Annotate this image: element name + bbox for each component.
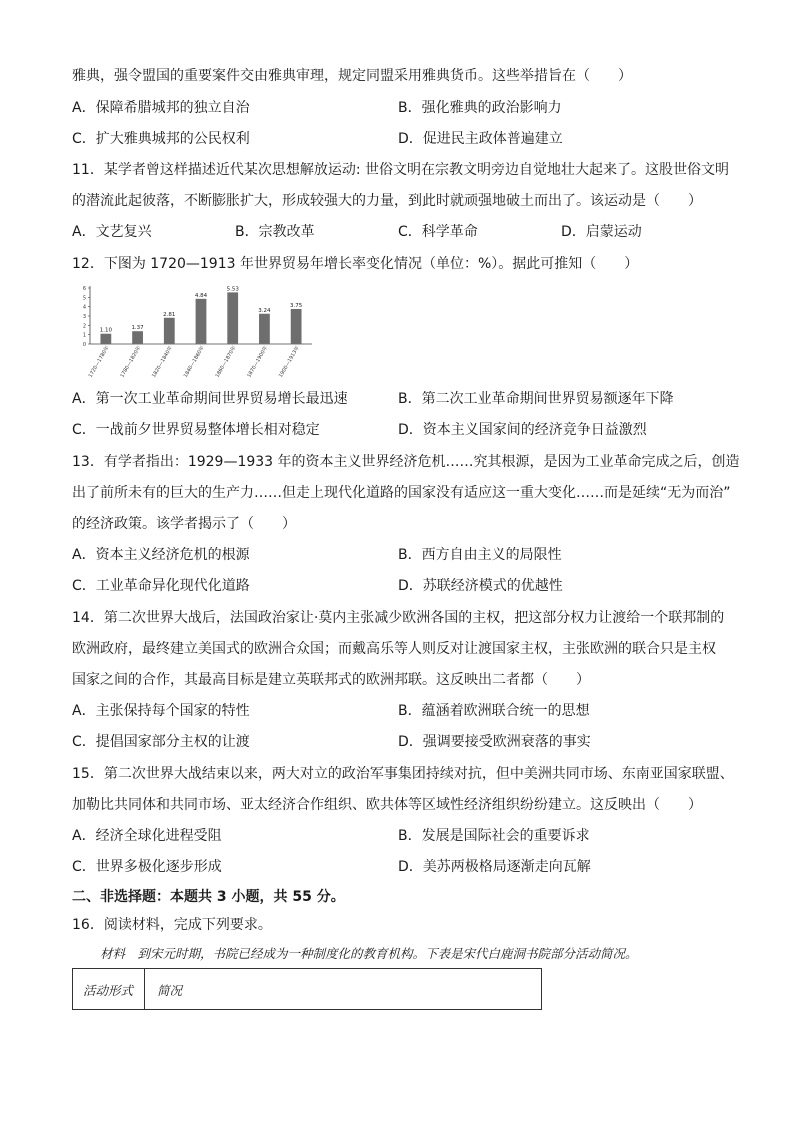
- q15-option-c: C．世界多极化逐步形成: [72, 859, 222, 875]
- section-heading: 二、非选择题：本题共 3 小题，共 55 分。: [72, 889, 345, 905]
- chart-category-label: 1840—1860年: [182, 345, 206, 379]
- q13-option-c: C．工业革命异化现代化道路: [72, 578, 250, 594]
- chart-category-label: 1900—1913年: [277, 345, 301, 379]
- q14-option-b: B．蕴涵着欧洲联合统一的思想: [398, 703, 590, 719]
- q13-option-d: D．苏联经济模式的优越性: [398, 578, 563, 594]
- q14-option-c: C．提倡国家部分主权的让渡: [72, 734, 250, 750]
- trade-growth-chart: [70, 282, 320, 382]
- chart-value-label: 2.81: [163, 311, 176, 318]
- chart-value-label: 3.24: [258, 307, 271, 314]
- chart-category-label: 1860—1870年: [214, 345, 238, 379]
- q14-option-d: D．强调要接受欧洲衰落的事实: [398, 734, 591, 750]
- q12-stem: 12．下图为 1720—1913 年世界贸易年增长率变化情况（单位：%）。据此可推知（ ）: [72, 256, 639, 272]
- chart-bar: [164, 318, 175, 344]
- q13-option-a: A．资本主义经济危机的根源: [72, 547, 250, 563]
- q12-option-b: B．第二次工业革命期间世界贸易额逐年下降: [398, 391, 674, 407]
- q14-stem-line1: 14．第二次世界大战后，法国政治家让·莫内主张减少欧洲各国的主权，把这部分权力让渡给一个联邦制的: [72, 610, 725, 626]
- q12-option-c: C．一战前夕世界贸易整体增长相对稳定: [72, 422, 320, 438]
- chart-value-label: 4.84: [194, 292, 208, 299]
- chart-category-label: 1870—1900年: [246, 345, 270, 379]
- chart-category-label: 1720—1780年: [87, 345, 111, 379]
- chart-bar: [227, 292, 238, 344]
- chart-y-tick-label: 4: [82, 304, 86, 311]
- chart-value-label: 5.53: [226, 286, 239, 293]
- chart-category-label: 1780—1820年: [119, 345, 143, 379]
- q15-option-a: A．经济全球化进程受阻: [72, 828, 222, 844]
- q15-stem-line2: 加勒比共同体和共同市场、亚太经济合作组织、欧共体等区域性经济组织纷纷建立。这反映出（ ）: [72, 797, 702, 813]
- chart-y-tick-label: 6: [82, 286, 86, 292]
- q14-option-a: A．主张保持每个国家的特性: [72, 703, 250, 719]
- q11-option-c: C．科学革命: [398, 224, 478, 240]
- q12-option-a: A．第一次工业革命期间世界贸易增长最迅速: [72, 391, 348, 407]
- chart-bar: [196, 299, 207, 344]
- table-header-summary: 简况: [157, 983, 183, 998]
- chart-bar: [132, 331, 143, 344]
- chart-value-label: 1.10: [99, 327, 112, 334]
- table-header-form: 活动形式: [83, 983, 134, 998]
- q10-option-a: A．保障希腊城邦的独立自治: [72, 100, 250, 116]
- chart-y-tick-label: 0: [82, 342, 86, 348]
- chart-y-tick-label: 3: [82, 314, 86, 320]
- q10-option-c: C．扩大雅典城邦的公民权利: [72, 131, 250, 147]
- q13-stem-line2: 出了前所未有的巨大的生产力……但走上现代化道路的国家没有适应这一重大变化……而是延续“无为而治”: [72, 485, 731, 501]
- q13-option-b: B．西方自由主义的局限性: [398, 547, 562, 563]
- q12-option-d: D．资本主义国家间的经济竞争日益激烈: [398, 422, 647, 438]
- q11-option-d: D．启蒙运动: [561, 224, 642, 240]
- chart-bars: [87, 286, 303, 378]
- chart-y-tick-label: 5: [82, 295, 86, 302]
- chart-bar: [100, 334, 111, 344]
- q14-stem-line3: 国家之间的合作，其最高目标是建立英联邦式的欧洲邦联。这反映出二者都（ ）: [72, 672, 590, 688]
- chart-bar: [291, 309, 302, 344]
- chart-y-tick-label: 1: [82, 332, 86, 339]
- q16-stem: 16．阅读材料，完成下列要求。: [72, 917, 272, 933]
- q13-stem-line1: 13．有学者指出：1929—1933 年的资本主义世界经济危机……究其根源，是因为工业革命完成之后，创造: [72, 454, 740, 470]
- chart-category-label: 1820—1840年: [151, 345, 175, 379]
- q15-option-b: B．发展是国际社会的重要诉求: [398, 828, 590, 844]
- material-text: 材料 到宋元时期，书院已经成为一种制度化的教育机构。下表是宋代白鹿洞书院部分活动简况。: [100, 946, 638, 961]
- q15-stem-line1: 15．第二次世界大战结束以来，两大对立的政治军事集团持续对抗，但中美洲共同市场、东南亚国家联盟、: [72, 766, 734, 782]
- q15-option-d: D．美苏两极格局逐渐走向瓦解: [398, 859, 591, 875]
- chart-value-label: 1.37: [131, 325, 144, 332]
- q11-stem-line2: 的潜流此起彼落，不断膨胀扩大，形成较强大的力量，到此时就顽强地破土而出了。该运动是（ ）: [72, 193, 702, 209]
- chart-bar: [259, 314, 270, 344]
- q13-stem-line3: 的经济政策。该学者揭示了（ ）: [72, 516, 296, 532]
- q14-stem-line2: 欧洲政府，最终建立美国式的欧洲合众国；而戴高乐等人则反对让渡国家主权，主张欧洲的联合只是主权: [72, 641, 716, 657]
- chart-value-label: 3.75: [290, 303, 303, 309]
- activity-table: [72, 968, 542, 1010]
- q11-option-b: B．宗教改革: [235, 224, 315, 240]
- q11-option-a: A．文艺复兴: [72, 224, 152, 240]
- q10-option-d: D．促进民主政体普遍建立: [398, 131, 563, 147]
- q10-option-b: B．强化雅典的政治影响力: [398, 100, 562, 116]
- q10-stem: 雅典，强令盟国的重要案件交由雅典审理，规定同盟采用雅典货币。这些举措旨在（ ）: [72, 68, 632, 84]
- chart-y-tick-label: 2: [82, 323, 86, 330]
- q11-stem-line1: 11．某学者曾这样描述近代某次思想解放运动: 世俗文明在宗教文明旁边自觉地壮大起来了。这股世俗文明: [72, 162, 729, 178]
